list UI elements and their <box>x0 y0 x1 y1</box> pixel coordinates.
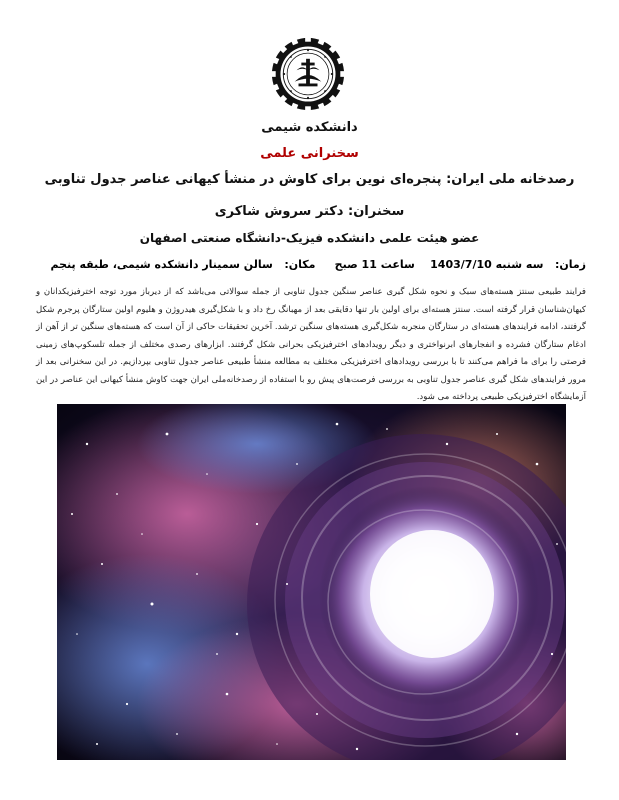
event-type: سخنرانی علمی <box>260 146 359 161</box>
talk-title: رصدخانه ملی ایران: پنجره‌ای نوین برای کاوش در منشأ کیهانی عناصر جدول تناوبی <box>44 172 575 187</box>
time-label: زمان: <box>554 258 586 271</box>
faculty-name: دانشکده شیمی <box>261 120 358 135</box>
abstract-paragraph: فرایند طبیعی سنتز هسته‌های سبک و نحوه شکل گیری عناصر سنگین جدول تناوبی از جمله سوالاتی می‌باشد که از دیرباز مورد توجه اخترفیزیکدانان و کیهان‌شناسان قرار گرفته است. سنتز هسته‌ای برای اولین بار تنها دقایقی بعد از مهبانگ رخ داد و با شکل‌گیری هیدروژن و هلیوم اولین ستارگان پرجرم شکل گرفتند، ادامه فرایندهای هسته‌ای در ستارگان منجربه شکل‌گیری هسته‌های سنگین ترشد. آخرین تحقیقات حاکی از آن است که هسته‌های سنگین تر از آهن از ادغام ستارگان فشرده و انفجارهای ابرنواختری و دیگر رویدادهای اخترفیزیکی بحرانی شکل گرفتند. ابزارهای رصدی مختلف از جمله تلسکوپ‌های زمینی فرصتی را برای ما فراهم می‌کنند تا با بررسی رویدادهای اخترفیزیکی مختلف به مطالعه منشأ طبیعی عناصر جدول تناوبی بپردازیم. در این سخنرانی بعد از مرور فرایندهای شکل گیری عناصر جدول تناوبی به بررسی فرصت‌های پیش رو با استفاده از رصدخانه‌ملی ایران جهت کاوش منشأ کیهانی این عناصر در این آزمایشگاه اخترفیزیکی طبیعی پرداخته می شود. <box>36 287 586 402</box>
date-value: سه شنبه 1403/7/10 <box>430 258 544 271</box>
speaker-name: سخنران: دکتر سروش شاکری <box>214 204 405 219</box>
place-value: سالن سمینار دانشکده شیمی، طبقه پنجم <box>50 258 273 271</box>
schedule-line <box>40 258 586 271</box>
sharif-university-seal-icon <box>270 36 346 112</box>
place-label: مکان: <box>284 258 316 271</box>
speaker-affiliation: عضو هیئت علمی دانشکده فیزیک-دانشگاه صنعتی اصفهان <box>139 231 480 245</box>
hour-value: ساعت 11 صبح <box>334 258 415 271</box>
cosmic-tunnel-illustration-icon <box>57 404 566 760</box>
